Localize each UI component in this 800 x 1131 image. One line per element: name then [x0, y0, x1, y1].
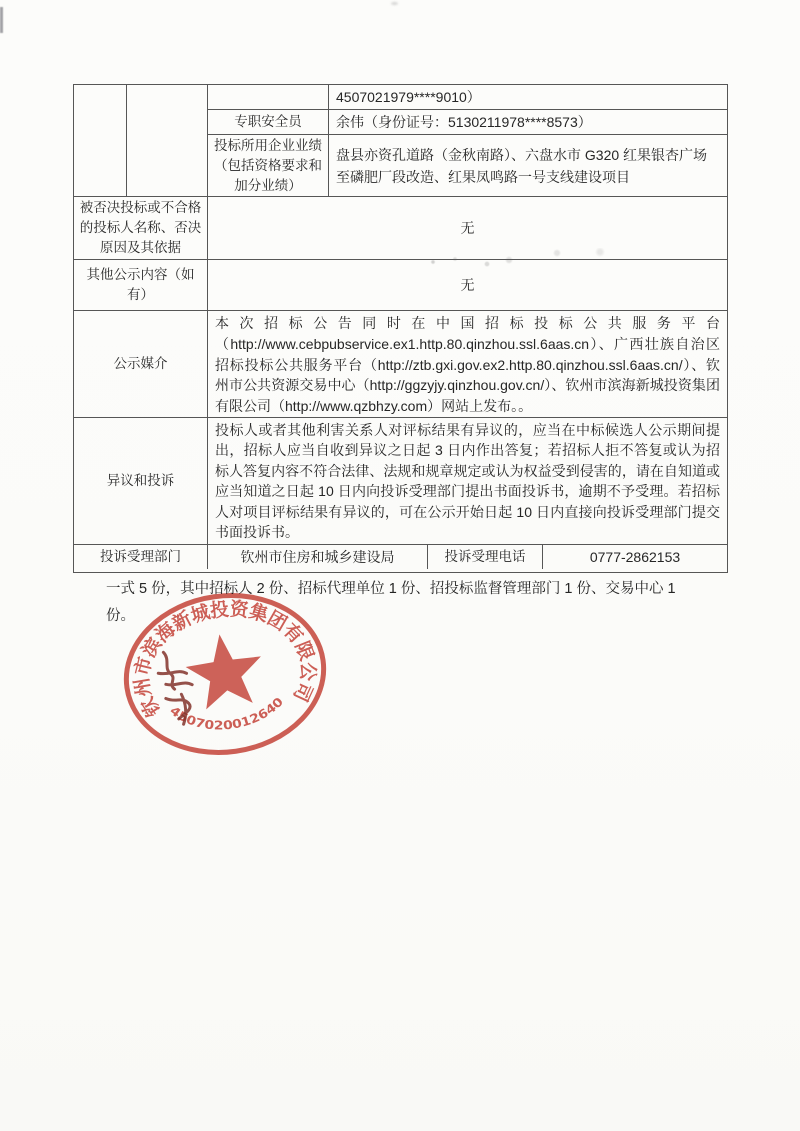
- pencil-smudge: [545, 248, 635, 258]
- id-continuation-value: 4507021979****9010）: [336, 89, 481, 105]
- table-row: [74, 418, 727, 545]
- complaint-phone-value: 0777-2862153: [589, 549, 681, 565]
- publicity-media-label: 公示媒介: [74, 311, 208, 417]
- rejected-bids-label: 被否决投标或不合格的投标人名称、否决原因及其依据: [74, 197, 208, 259]
- pencil-smudge: [425, 255, 525, 269]
- other-publicity-label: 其他公示内容（如有）: [74, 260, 208, 310]
- complaint-department-label: 投诉受理部门: [74, 545, 208, 569]
- safety-officer-value: 余伟（身份证号：5130211978****8573）: [336, 114, 592, 130]
- empty-side-cell-b: [127, 85, 208, 196]
- other-publicity-value: 无: [460, 277, 475, 293]
- enterprise-performance-value: 盘县亦资孔道路（金秋南路）、六盘水市 G320 红果银杏广场至磷肥厂段改造、红果凤鸣路一号支线建设项目: [336, 147, 708, 185]
- objection-complaint-label: 异议和投诉: [74, 418, 208, 544]
- empty-side-cell-a: [74, 85, 127, 196]
- publicity-media-value: 本次招标公告同时在中国招标投标公共服务平台（http://www.cebpubservice.ex1.http.80.qinzhou.ssl.6aas.cn）、广西壮族自治区招标投标公共服务平台（http://ztb.gxi.gov.ex2.http.80.qinzhou.ssl.6aas.cn/）、钦州市公共资源交易中心（http://ggzyjy.qinzhou.gov.cn/）、钦州市滨海新城投资集团有限公司（http://www.qzbhzy.com）网站上发布。。: [215, 315, 720, 415]
- seal-number-text: 4507020012640: [167, 695, 286, 733]
- safety-officer-label: 专职安全员: [208, 110, 329, 134]
- bid-result-table: [73, 84, 728, 573]
- official-seal: [112, 578, 338, 770]
- complaint-phone-label: 投诉受理电话: [428, 545, 543, 569]
- table-row: [208, 85, 727, 110]
- scan-edge-artifact: [0, 7, 3, 33]
- complaint-department-value: 钦州市住房和城乡建设局: [208, 545, 428, 569]
- copies-note: 一式 5 份，其中招标人 2 份、招标代理单位 1 份、招投标监督管理部门 1 份、交易中心 1 份。: [106, 581, 676, 624]
- table-row: [74, 260, 727, 311]
- table-row: [208, 135, 727, 197]
- table-row: [208, 110, 727, 135]
- scan-dot-artifact: [391, 2, 398, 5]
- objection-complaint-value: 投标人或者其他利害关系人对评标结果有异议的，应当在中标候选人公示期间提出，招标人应当自收到异议之日起 3 日内作出答复；若招标人拒不答复或认为招标人答复内容不符合法律、法规和规章规定或认为权益受到侵害的，请在自知道或应当知道之日起 10 日内向投诉受理部门提出书面投诉书，逾期不予受理。若招标人对项目评标结果有异议的，可在公示开始日起 10 日内直接向投诉受理部门提交书面投诉书。: [215, 422, 720, 541]
- rejected-bids-value: 无: [460, 220, 475, 236]
- table-row: [74, 545, 727, 569]
- enterprise-performance-label: 投标所用企业业绩（包括资格要求和加分业绩）: [208, 135, 329, 197]
- seal-star-icon: [182, 629, 267, 711]
- table-row: [74, 311, 727, 418]
- seal-company-text: 钦州市滨海新城投资集团有限公司: [131, 599, 319, 720]
- top-subrows: [208, 85, 727, 196]
- continuation-label-cell: [208, 85, 329, 109]
- table-top-block: [74, 85, 727, 197]
